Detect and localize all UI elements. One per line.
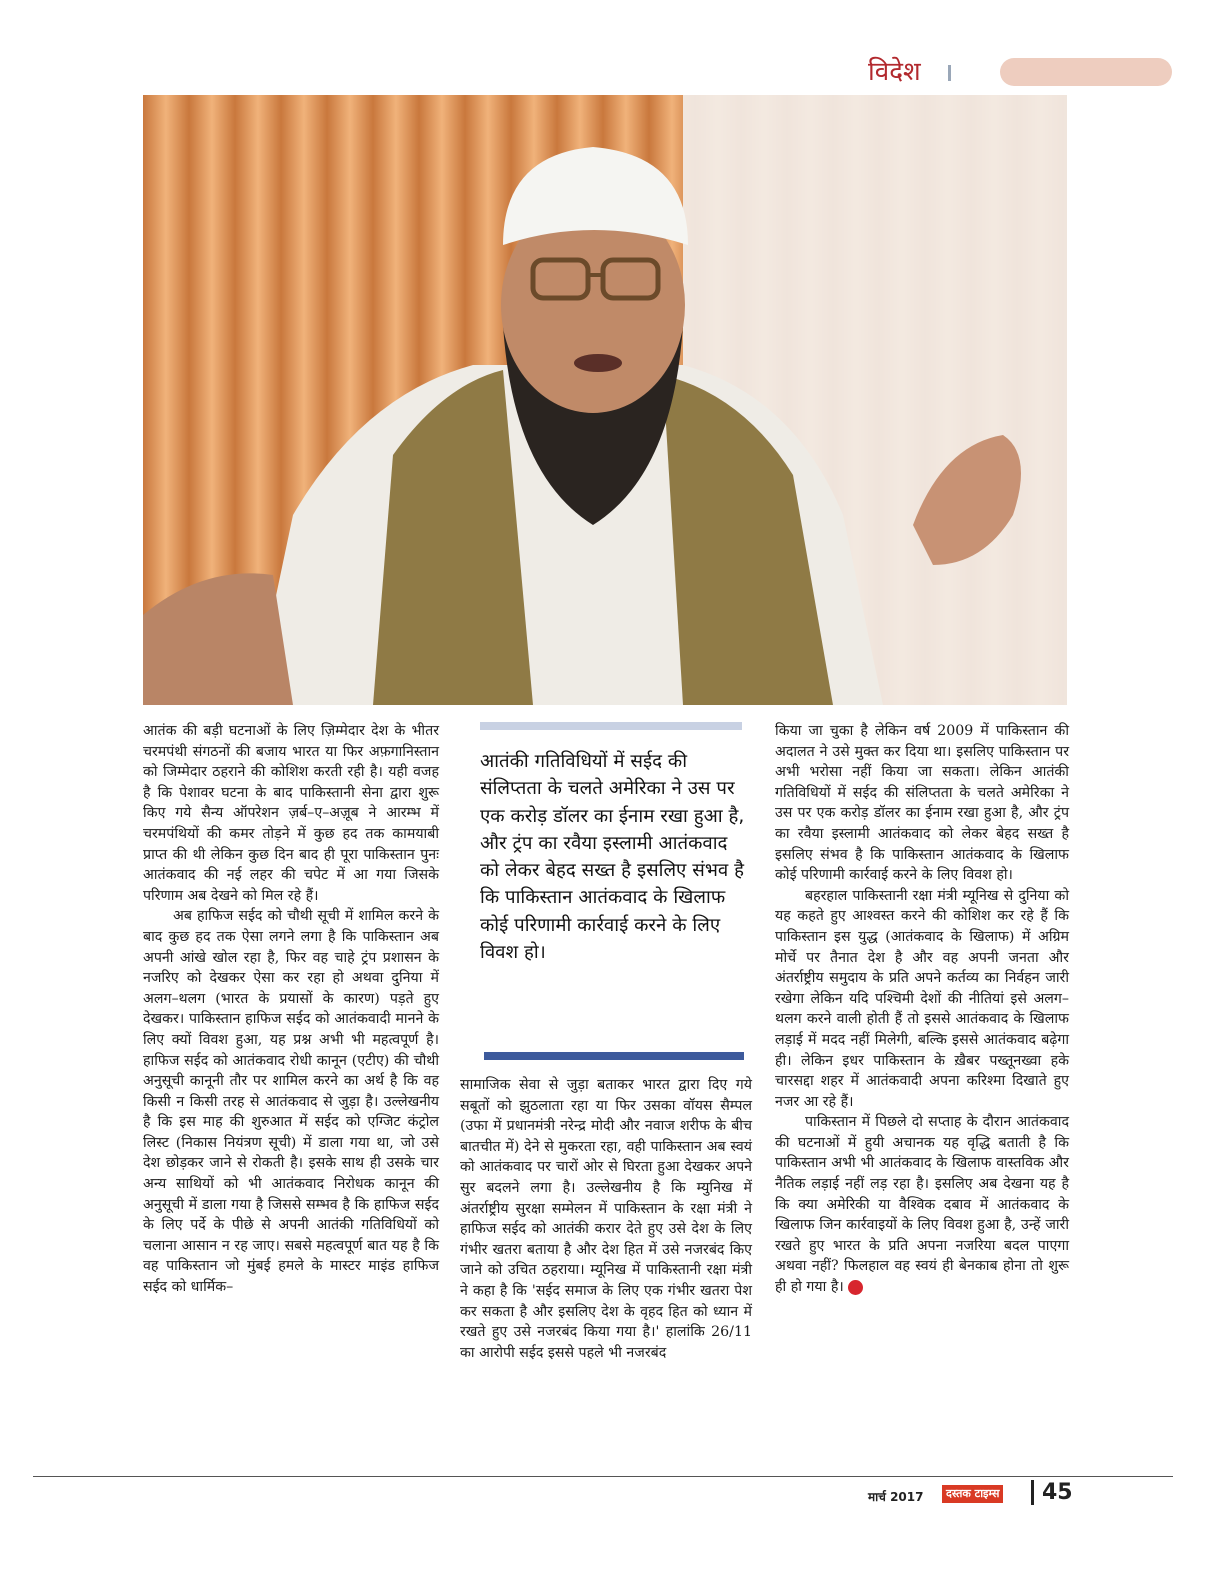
paragraph: बहरहाल पाकिस्तानी रक्षा मंत्री म्यूनिख से दुनिया को यह कहते हुए आश्वस्त करने की कोशिश कर रहे हैं कि पाकिस्तान इस युद्ध (आतंकवाद के खिलाफ) में अग्रिम मोर्चे पर तैनात देश है और वह अपनी जनता और अंतर्राष्ट्रीय समुदाय के प्रति अपने कर्तव्य का निर्वहन जारी रखेगा लेकिन यदि पश्चिमी देशों की नीतियां इसे अलग–थलग करने वाली होती हैं तो इससे आतंकवाद के खिलाफ लड़ाई में मदद नहीं मिलेगी, बल्कि इससे आतंकवाद बढ़ेगा ही। लेकिन इधर पाकिस्तान के ख़ैबर पख्तूनख्वा हके चारसद्दा शहर में आतंकवादी अपना करिश्मा दिखाते हुए नजर आ रहे हैं। xyxy=(775,887,1069,1110)
paragraph: सामाजिक सेवा से जुड़ा बताकर भारत द्वारा दिए गये सबूतों को झुठलाता रहा या फिर उसका वॉयस सैम्पल (उफा में प्रधानमंत्री नरेन्द्र मोदी और नवाज शरीफ के बीच बातचीत में) देने से मुकरता रहा, वही पाकिस्तान अब स्वयं को आतंकवाद पर चारों ओर से घिरता हुआ देखकर अपने सुर बदलने लगा है। उल्लेखनीय है कि म्युनिख में अंतर्राष्ट्रीय सुरक्षा सम्मेलन में पाकिस्तान के रक्षा मंत्री ने हाफिज सईद को आतंकी करार देते हुए उसे देश के लिए गंभीर खतरा बताया है और देश हित में उसे नजरबंद किए जाने को उचित ठहराया। म्यूनिख में पाकिस्तानी रक्षा मंत्री ने कहा है कि 'सईद समाज के लिए एक गंभीर खतरा पेश कर सकता है और इसलिए देश के वृहद हित को ध्यान में रखते हुए उसे नजरबंद किया गया है।' हालांकि 26/11 का आरोपी सईद इससे पहले भी नजरबंद xyxy=(460,1077,752,1361)
paragraph-text: पाकिस्तान में पिछले दो सप्ताह के दौरान आतंकवाद की घटनाओं में हुयी अचानक यह वृद्धि बताती है कि पाकिस्तान अभी भी आतंकवाद के खिलाफ वास्तविक और नैतिक लड़ाई नहीं लड़ रहा है। इसलिए अब देखना यह है कि क्या अमेरिकी या वैश्विक दबाव में आतंकवाद के खिलाफ जिन कार्रवाइयों के लिए विवश हुआ है, उन्हें जारी रखते हुए भारत के प्रति अपना नजरिया बदल पाएगा अथवा नहीं? फिलहाल वह स्वयं ही बेनकाब होना तो शुरू ही हो गया है। xyxy=(775,1114,1069,1296)
paragraph: किया जा चुका है लेकिन वर्ष 2009 में पाकिस्तान की अदालत ने उसे मुक्त कर दिया था। इसलिए पाकिस्तान पर अभी भरोसा नहीं किया जा सकता। लेकिन आतंकी गतिविधियों में सईद की संलिप्तता के चलते अमेरिका ने उस पर एक करोड़ डॉलर का ईनाम रखा हुआ है, और ट्रंप का रवैया इस्लामी आतंकवाद को लेकर बेहद सख्त है इसलिए संभव है कि पाकिस्तान आतंकवाद के खिलाफ कोई परिणामी कार्रवाई करने के लिए विवश हो। xyxy=(775,723,1069,884)
paragraph-last xyxy=(775,1112,1069,1297)
end-mark-icon xyxy=(848,1280,863,1295)
magazine-logo: दस्तक टाइम्स xyxy=(942,1485,1003,1503)
pullquote-bottom-rule xyxy=(484,1052,744,1060)
header-decoration xyxy=(1000,58,1172,86)
article-column-3 xyxy=(775,721,1069,1298)
article-column-2 xyxy=(460,1075,752,1363)
footer-separator xyxy=(1031,1480,1034,1505)
pullquote: आतंकी गतिविधियों में सईद की संलिप्तता के चलते अमेरिका ने उस पर एक करोड़ डॉलर का ईनाम रखा हुआ है, और ट्रंप का रवैया इस्लामी आतंकवाद को लेकर बेहद सख्त है इसलिए संभव है कि पाकिस्तान आतंकवाद के खिलाफ कोई परिणामी कार्रवाई करने के लिए विवश हो। xyxy=(480,751,745,964)
pullquote-top-rule xyxy=(480,722,742,730)
paragraph: अब हाफिज सईद को चौथी सूची में शामिल करने के बाद कुछ हद तक ऐसा लगने लगा है कि पाकिस्तान अब अपनी आंखे खोल रहा है, फिर वह चाहे ट्रंप प्रशासन के नजरिए को देखकर ऐसा कर रहा हो अथवा दुनिया में अलग–थलग (भारत के प्रयासों के कारण) पड़ते हुए देखकर। पाकिस्तान हाफिज सईद को आतंकवादी मानने के लिए क्यों विवश हुआ, यह प्रश्न अभी भी महत्वपूर्ण है। हाफिज सईद को आतंकवाद रोधी कानून (एटीए) की चौथी अनुसूची कानूनी तौर पर शामिल करने का अर्थ है कि वह किसी न किसी तरह से आतंकवाद से जुड़ा है। उल्लेखनीय है कि इस माह की शुरुआत में सईद को एग्जिट कंट्रोल लिस्ट (निकास नियंत्रण सूची) में डाला गया था, जो उसे देश छोड़कर जाने से रोकती है। इसके साथ ही उसके चार अन्य साथियों को भी आतंकवाद निरोधक कानून की अनुसूची में डाला गया है जिससे सम्भव है कि हाफिज सईद के लिए पर्दे के पीछे से अपनी आतंकी गतिविधियों को चलाना आसान न रह जाए। सबसे महत्वपूर्ण बात यह है कि वह पाकिस्तान जो मुंबई हमले के मास्टर माइंड हाफिज सईद को धार्मिक– xyxy=(143,908,439,1296)
header-divider xyxy=(948,65,951,81)
section-title: विदेश xyxy=(868,57,921,87)
footer-rule xyxy=(33,1476,1173,1477)
issue-date: मार्च 2017 xyxy=(868,1490,924,1504)
page-number: 45 xyxy=(1042,1480,1073,1505)
article-photo xyxy=(143,95,1067,705)
article-column-1 xyxy=(143,721,439,1298)
paragraph: आतंक की बड़ी घटनाओं के लिए ज़िम्मेदार देश के भीतर चरमपंथी संगठनों की बजाय भारत या फिर अफ़गानिस्तान को जिम्मेदार ठहराने की कोशिश करती रही है। यही वजह है कि पेशावर घटना के बाद पाकिस्तानी सेना द्वारा शुरू किए गये सैन्य ऑपरेशन ज़र्ब–ए–अज़ूब ने आरम्भ में चरमपंथियों की कमर तोड़ने में कुछ हद तक कामयाबी प्राप्त की थी लेकिन कुछ दिन बाद ही पूरा पाकिस्तान पुनः आतंकवाद की नई लहर की चपेट में आ गया जिसके परिणाम अब देखने को मिल रहे हैं। xyxy=(143,723,439,904)
